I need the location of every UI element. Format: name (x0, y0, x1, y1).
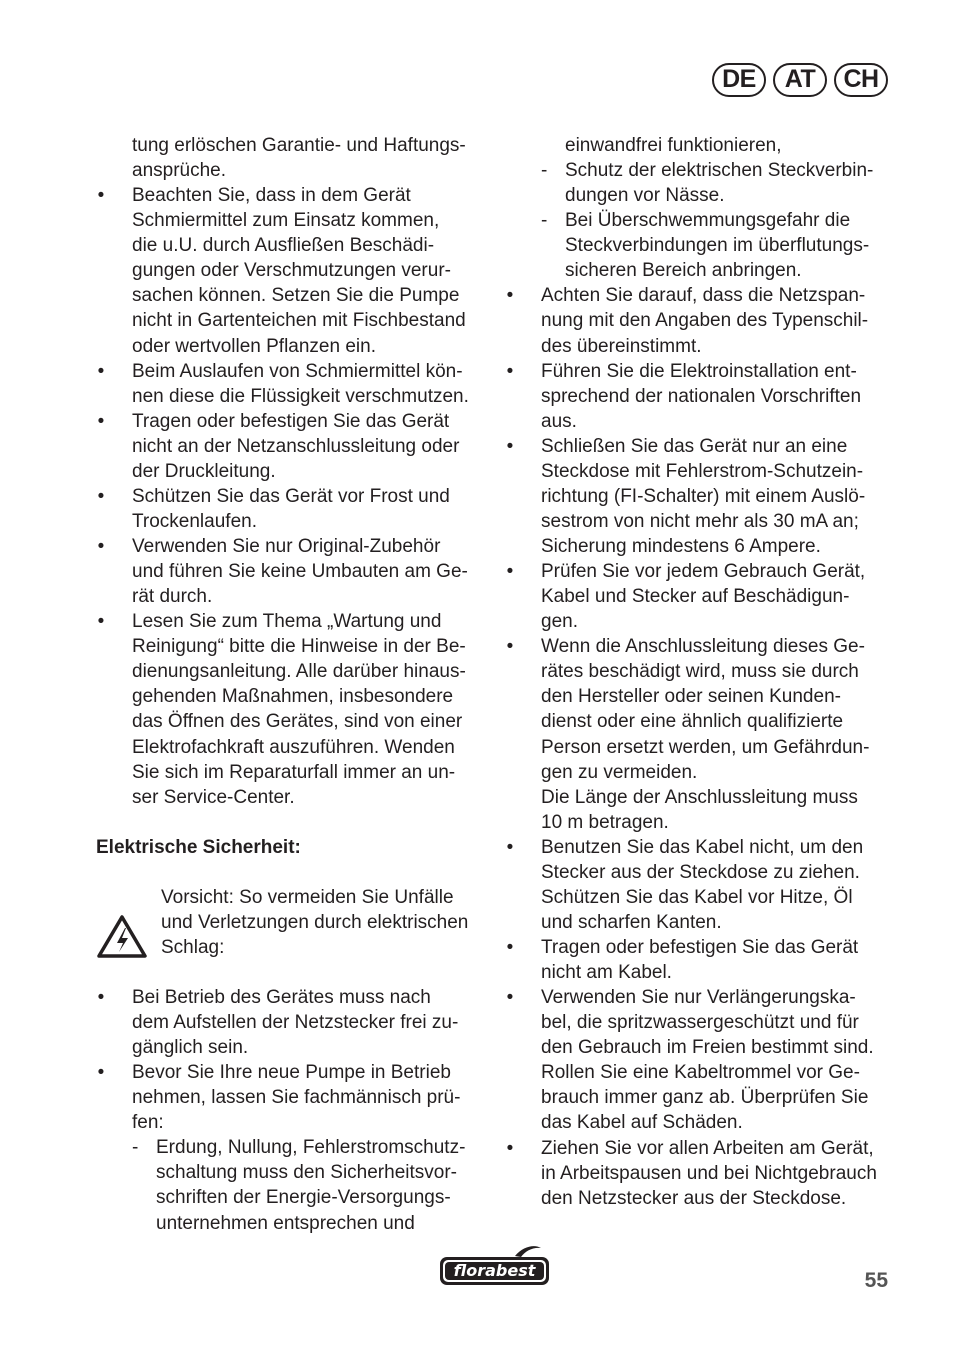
text-line: die u.U. durch Ausfließen Beschädi- (132, 235, 435, 257)
text-line: Tragen oder befestigen Sie das Gerät (541, 937, 859, 958)
text-line: Bei Betrieb des Gerätes muss nach (132, 986, 431, 1008)
bullet-item (505, 559, 900, 634)
bullet-marker: • (506, 435, 514, 457)
florabest-logo (437, 1243, 552, 1290)
text-line: gänglich sein. (132, 1037, 249, 1059)
text-line: nicht in Gartenteichen mit Fischbestand (132, 310, 466, 332)
text-line: in Arbeitspausen und bei Nichtgebrauch (541, 1162, 877, 1184)
text-line: richtung (FI-Schalter) mit einem Auslö- (541, 485, 866, 507)
dash-list-right (505, 158, 900, 283)
text-line: Trockenlaufen. (132, 510, 257, 532)
text-line: 10 m betragen. (541, 811, 669, 833)
bullet-item (505, 283, 900, 358)
language-badge-at: AT (773, 63, 827, 97)
text-line: schriften der Energie-Versorgungs- (156, 1187, 451, 1209)
text-line: Lesen Sie zum Thema „Wartung und (132, 611, 442, 633)
bullet-item (96, 985, 491, 1060)
text-line: Schmiermittel zum Einsatz kommen, (132, 210, 440, 232)
right-column (505, 133, 900, 1211)
text-line: einwandfrei funktionieren, (565, 135, 782, 156)
text-line: Bevor Sie Ihre neue Pumpe in Betrieb (132, 1062, 451, 1084)
text-line: Beachten Sie, dass in dem Gerät (132, 185, 411, 207)
text-line: das Öffnen des Gerätes, sind von einer (132, 711, 463, 733)
bullet-list (96, 183, 491, 810)
text-line: Verwenden Sie nur Verlängerungska- (541, 987, 856, 1009)
bullet-item (505, 1136, 900, 1211)
text-line: Steckverbindungen im überflutungs- (565, 235, 870, 257)
text-line: Schutz der elektrischen Steckverbin- (565, 160, 874, 182)
bullet-marker: • (506, 561, 514, 583)
text-line: brauch immer ganz ab. Überprüfen Sie (541, 1087, 869, 1109)
bullet-item (96, 484, 491, 534)
text-line: nicht am Kabel. (541, 962, 672, 984)
bullet-item (505, 835, 900, 935)
warning-notice (96, 885, 491, 960)
text-line: ser Service-Center. (132, 786, 295, 808)
text-line: Rollen Sie eine Kabeltrommel vor Ge- (541, 1062, 860, 1084)
text-line: Steckdose mit Fehlerstrom-Schutzein- (541, 460, 864, 482)
bullet-item (505, 359, 900, 434)
dash-item (505, 208, 900, 283)
text-line: Elektrofachkraft auszuführen. Wenden (132, 736, 455, 758)
bullet-marker: • (97, 1062, 105, 1084)
bullet-marker: • (97, 410, 105, 432)
electrical-hazard-icon (96, 913, 148, 959)
bullet-marker: • (97, 986, 105, 1008)
text-line: Ziehen Sie vor allen Arbeiten am Gerät, (541, 1137, 874, 1159)
bullet-item (96, 534, 491, 609)
bullet-marker: • (506, 987, 514, 1009)
bullet-item (505, 985, 900, 1135)
bullet-marker: • (506, 636, 514, 658)
bullet-list-electrical (96, 985, 491, 1135)
text-line: des übereinstimmt. (541, 335, 702, 357)
bullet-marker: • (506, 360, 514, 382)
text-line: Die Länge der Anschlussleitung muss (541, 786, 858, 808)
warning-text (161, 885, 491, 960)
dash-item (96, 1135, 491, 1235)
text-line: fen: (132, 1112, 164, 1134)
bullet-item (96, 1060, 491, 1135)
text-line: nicht an der Netzanschlussleitung oder (132, 435, 460, 457)
text-line: Prüfen Sie vor jedem Gebrauch Gerät, (541, 561, 866, 583)
text-line: dem Aufstellen der Netzstecker frei zu- (132, 1012, 459, 1033)
text-line: Schützen Sie das Gerät vor Frost und (132, 485, 450, 507)
text-line: sachen können. Setzen Sie die Pumpe (132, 285, 460, 307)
text-line: das Kabel auf Schäden. (541, 1112, 743, 1134)
text-line: gehenden Maßnahmen, insbesondere (132, 686, 454, 708)
text-line: sicheren Bereich anbringen. (565, 260, 802, 282)
bullet-item (96, 359, 491, 409)
text-line: Beim Auslaufen von Schmiermittel kön- (132, 360, 463, 382)
bullet-marker: • (97, 611, 105, 633)
text-line: sestrom von nicht mehr als 30 mA an; (541, 510, 859, 532)
text-line: nehmen, lassen Sie fachmännisch prü- (132, 1087, 461, 1109)
text-line: ansprüche. (132, 160, 227, 182)
text-line: Wenn die Anschlussleitung dieses Ge- (541, 636, 865, 658)
text-line: oder wertvollen Pflanzen ein. (132, 335, 376, 357)
language-badges (712, 63, 888, 97)
text-line: tung erlöschen Garantie- und Haftungs- (132, 135, 466, 156)
text-line: Verwenden Sie nur Original-Zubehör (132, 536, 441, 557)
text-line: Benutzen Sie das Kabel nicht, um den (541, 836, 864, 858)
text-line: und Verletzungen durch elektrischen (161, 911, 469, 933)
text-line: dienst oder eine ähnlich qualifizierte (541, 711, 844, 733)
page-number: 55 (864, 1269, 888, 1292)
text-line: und scharfen Kanten. (541, 911, 722, 933)
bullet-item (505, 434, 900, 559)
bullet-marker: • (97, 485, 105, 507)
text-line: den Gebrauch im Freien bestimmt sind. (541, 1037, 874, 1059)
dash-marker: - (132, 1137, 139, 1159)
bullet-marker: • (97, 536, 105, 557)
text-line: bel, die spritzwassergeschützt und für (541, 1012, 859, 1034)
text-line: Achten Sie darauf, dass die Netzspan- (541, 285, 866, 307)
bullet-item (96, 183, 491, 358)
bullet-item (505, 634, 900, 835)
text-line: Führen Sie die Elektroinstallation ent- (541, 360, 857, 382)
text-line: rätes beschädigt wird, muss sie durch (541, 661, 859, 683)
text-line: den Netzstecker aus der Steckdose. (541, 1187, 847, 1209)
bullet-marker: • (506, 1137, 514, 1159)
text-line: schaltung muss den Sicherheitsvor- (156, 1162, 457, 1184)
bullet-marker: • (506, 285, 514, 307)
section-heading-electrical-safety: Elektrische Sicherheit: (96, 836, 301, 858)
text-line: Reinigung“ bitte die Hinweise in der Be- (132, 636, 466, 658)
text-line: Schlag: (161, 936, 225, 958)
bullet-item (96, 409, 491, 484)
text-line: nen diese die Flüssigkeit verschmutzen. (132, 385, 469, 407)
bullet-item (505, 935, 900, 985)
text-line: unternehmen entsprechen und (156, 1212, 415, 1234)
text-line: gen zu vermeiden. (541, 761, 698, 783)
dash-marker: - (541, 210, 548, 232)
language-badge-ch: CH (834, 63, 888, 97)
text-line: Schließen Sie das Gerät nur an eine (541, 435, 848, 457)
text-line: Tragen oder befestigen Sie das Gerät (132, 410, 450, 432)
text-line: Stecker aus der Steckdose zu ziehen. (541, 861, 860, 883)
text-line: Erdung, Nullung, Fehlerstromschutz- (156, 1137, 466, 1159)
dash-marker: - (541, 160, 548, 182)
text-line: sprechend der nationalen Vorschriften (541, 385, 862, 407)
text-line: den Hersteller oder seinen Kunden- (541, 686, 841, 708)
text-line: nung mit den Angaben des Typenschil- (541, 310, 869, 332)
continuation-text (96, 133, 491, 183)
text-line: und führen Sie keine Umbauten am Ge- (132, 561, 468, 583)
text-line: aus. (541, 410, 577, 432)
bullet-list-right (505, 283, 900, 1210)
svg-text:florabest: florabest (453, 1261, 536, 1280)
text-line: Person ersetzt werden, um Gefährdun- (541, 736, 870, 758)
bullet-marker: • (506, 836, 514, 858)
continuation-text-right (505, 133, 900, 158)
text-line: dungen vor Nässe. (565, 185, 725, 207)
bullet-marker: • (97, 185, 105, 207)
language-badge-de: DE (712, 63, 766, 97)
text-line: gungen oder Verschmutzungen verur- (132, 260, 451, 282)
text-line: gen. (541, 611, 578, 633)
text-line: rät durch. (132, 586, 213, 608)
text-line: der Druckleitung. (132, 460, 276, 482)
left-column (96, 133, 491, 1236)
text-line: Schützen Sie das Kabel vor Hitze, Öl (541, 886, 853, 908)
text-line: Kabel und Stecker auf Beschädigun- (541, 586, 850, 608)
text-line: Sicherung mindestens 6 Ampere. (541, 536, 821, 557)
dash-item (505, 158, 900, 208)
text-line: dienungsanleitung. Alle darüber hinaus- (132, 661, 466, 683)
bullet-item (96, 609, 491, 810)
bullet-marker: • (97, 360, 105, 382)
text-line: Bei Überschwemmungsgefahr die (565, 210, 851, 232)
text-line: Sie sich im Reparaturfall immer an un- (132, 761, 456, 783)
bullet-marker: • (506, 937, 514, 958)
text-line: Vorsicht: So vermeiden Sie Unfälle (161, 886, 454, 908)
